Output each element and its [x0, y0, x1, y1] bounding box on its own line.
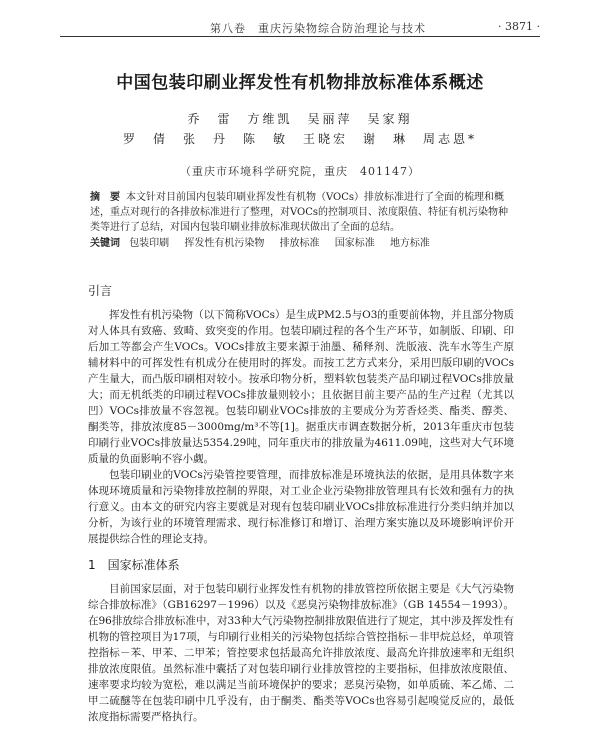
- section-heading-1: [88, 557, 514, 573]
- section1-paragraph-1: 目前国家层面，对于包装印刷行业挥发性有机物的排放管控所依据主要是《大气污染物综合排放标准》（GB16297－1996）以及《恶臭污染物排放标准》（GB 14554－1993）。在96排放综合排放标准中，对33种大气污染物控制排放限值进行了规定，其中涉及挥发性有机物的管控项目为17项，与印刷行业相关的污染物包括综合管控指标－非甲烷总烃，单项管控指标－苯、甲苯、二甲苯；管控要求包括最高允许排放浓度、最高允许排放速率和无组织排放浓度限值。虽然标准中囊括了对包装印刷行业排放管控的主要指标，但排放浓度限值、速率要求均较为宽松，难以满足当前环境保护的要求；恶臭污染物，如单质硫、苯乙烯、二甲二硫醚等在包装印刷中几乎没有，由于酮类、酯类等VOCs也容易引起嗅觉反应的，最低浓度指标需要严格执行。: [88, 583, 514, 723]
- paper-title: 中国包装印刷业挥发性有机物排放标准体系概述: [116, 73, 484, 93]
- abstract-block: [90, 190, 512, 251]
- body-text: [88, 281, 514, 725]
- page-number: · 3871 ·: [498, 20, 540, 33]
- abstract-paragraph: [90, 190, 512, 235]
- keyword: 挥发性有机污染物: [184, 238, 265, 249]
- section-title: 国家标准体系: [107, 558, 180, 572]
- author-line-2: 罗 倩 张 丹 陈 敏 王晓宏 谢 琳 周志恩*: [122, 132, 477, 146]
- author-line-1: 乔 雷 方维凯 吴丽萍 吴家翔: [187, 112, 413, 126]
- keyword: 包装印刷: [129, 238, 170, 249]
- affiliation: （重庆市环境科学研究院，重庆 401147）: [180, 165, 420, 178]
- intro-paragraph-1: 挥发性有机污染物（以下简称VOCs）是生成PM2.5与O3的重要前体物，并且部分物质对人体具有致癌、致畸、致突变的作用。包装印刷过程的各个生产环节，如制版、印刷、印后加工等都会产生VOCs。VOCs排放主要来源于油墨、稀释剂、洗版液、洗车水等生产原辅材料中的可挥发性有机成分在使用时的挥发。而按工艺方式来分，采用凹版印刷的VOCs产生量大，而凸版印刷相对较小。按承印物分析，塑料软包装类产品印刷过程VOCs排放量大；而无机纸类的印刷过程VOCs排放量则较小；且依据目前主要产品的生产过程（尤其以凹）VOCs排放量不容忽视。包装印刷业VOCs排放的主要成分为芳香烃类、酯类、醇类、酮类等，排放浓度85－3000mg/m³不等[1]。据重庆市调查数据分析，2013年重庆市包装印刷行业VOCs排放量达5354.29吨，同年重庆市的排放量为4611.09吨，这些对大气环境质量的负面影响不容小觑。: [88, 309, 514, 465]
- intro-paragraph-2: 包装印刷业的VOCs污染管控要管理，而排放标准是环境执法的依据，是用具体数字来体现环境质量和污染物排放控制的界限，对工业企业污染物排放管理具有长效和强有力的执行意义。由本文的研究内容主要就是对现有包装印刷业VOCs排放标准进行分类归纳并加以分析，为该行业的环境管理需求、现行标准修订和增订、治理方案实施以及环境影响评价开展提供综合性的理论支持。: [88, 469, 514, 545]
- keyword: 排放标准: [279, 238, 320, 249]
- abstract-label: 摘 要: [90, 192, 120, 203]
- abstract-text: 本文针对目前国内包装印刷业挥发性有机物（VOCs）排放标准进行了全面的梳理和概述，重点对现行的各排放标准进行了整理，对VOCs的控制项目、浓度限值、特征有机污染物种类等进行了总结，对国内包装印刷业排放标准现状做出了全面的总结。: [90, 192, 509, 233]
- section-number: 1: [88, 558, 96, 572]
- running-header: [60, 16, 540, 37]
- keywords-label: 关键词: [90, 238, 120, 249]
- keywords-row: [90, 236, 512, 251]
- keyword: 地方标准: [389, 238, 430, 249]
- keyword: 国家标准: [334, 238, 375, 249]
- section-heading-intro: 引言: [88, 284, 113, 298]
- running-title: 第八卷 重庆污染物综合防治理论与技术: [210, 22, 426, 35]
